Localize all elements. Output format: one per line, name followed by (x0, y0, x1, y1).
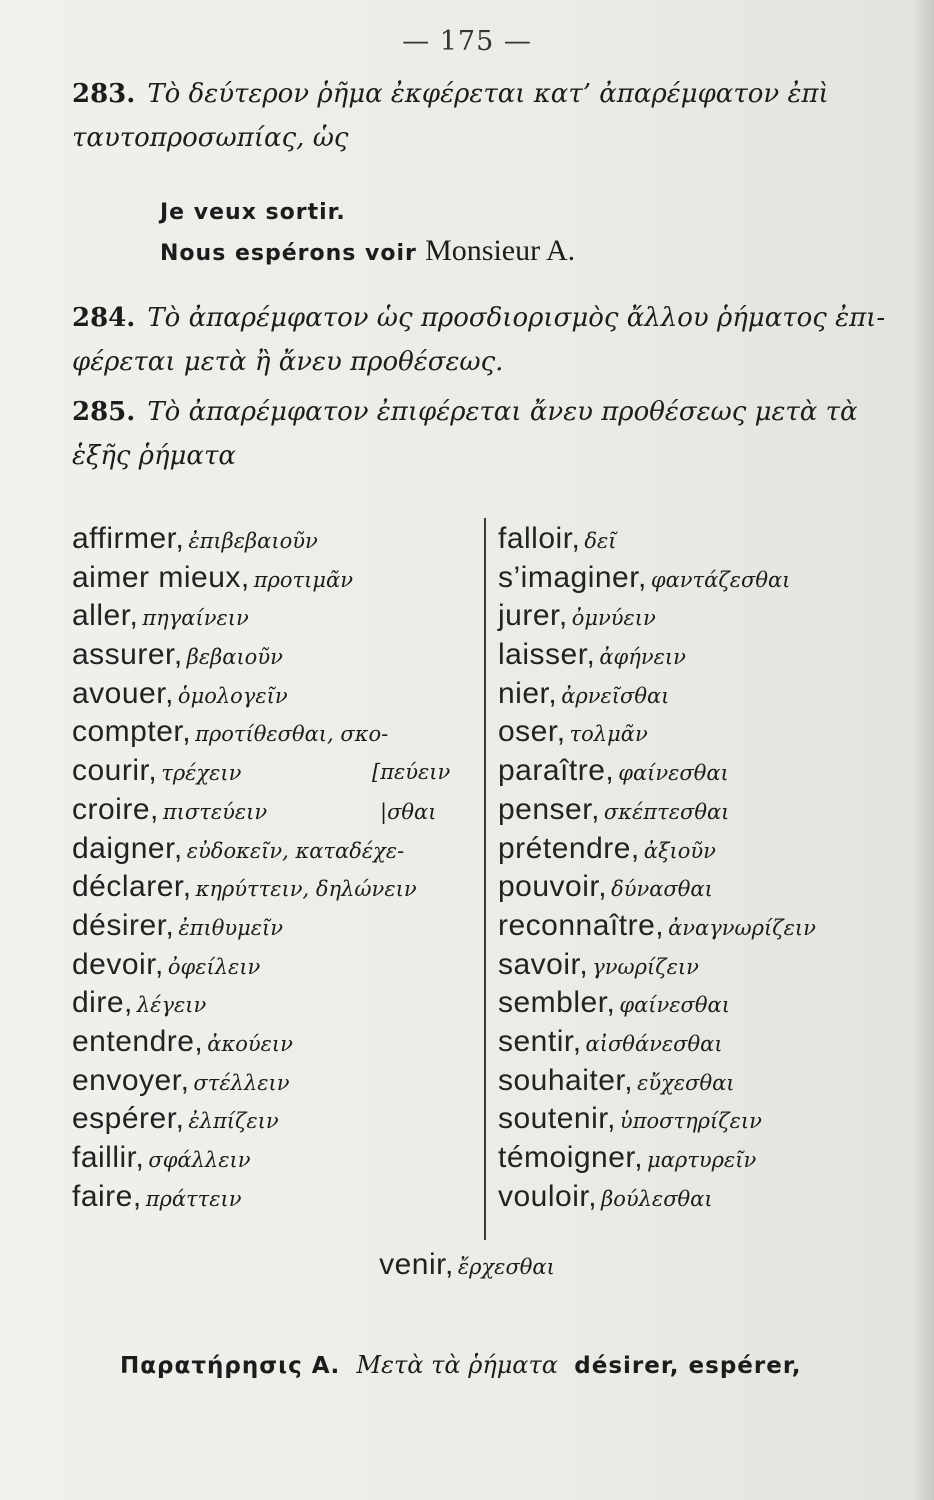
section-285 (72, 390, 912, 478)
list-item: laisser, ἀφήνειν (498, 638, 686, 672)
list-item: assurer, βεβαιοῦν (72, 638, 283, 672)
list-item: faire, πράττειν (72, 1179, 242, 1213)
list-item: jurer, ὀμνύειν (498, 599, 656, 633)
list-item: compter, προτίθεσθαι, σκο- (72, 715, 389, 749)
list-item: désirer, ἐπιθυμεῖν (72, 908, 284, 942)
list-item: croire, πιστεύειν (72, 792, 268, 826)
list-item: affirmer, ἐπιβεβαιοῦν (72, 522, 318, 555)
section-text-line-1: Τὸ ἀπαρέμφατον ἐπιφέρεται ἄνευ προθέσεως μετὰ τὰ (147, 397, 858, 427)
section-text-line-1: Τὸ ἀπαρέμφατον ὡς προσδιορισμὸς ἄλλου ῥήματος ἐπι- (147, 303, 886, 333)
list-item: nier, ἀρνεῖσθαι (498, 676, 670, 710)
list-item: oser, τολμᾶν (498, 715, 648, 749)
french-example-2: Nous espérons voir Monsieur A. (160, 234, 576, 267)
list-item: vouloir, βούλεσθαι (498, 1179, 713, 1213)
list-item: déclarer, κηρύττειν, δηλώνειν (72, 870, 417, 904)
section-number: 283. (72, 79, 136, 109)
list-item: avouer, ὁμολογεῖν (72, 676, 288, 710)
verb-list-left (72, 520, 482, 1216)
list-item: espérer, ἐλπίζειν (72, 1102, 279, 1136)
list-item: s’imaginer, φαντάζεσθαι (498, 560, 791, 594)
list-item: devoir, ὀφείλειν (72, 947, 261, 981)
list-item: sentir, αἰσθάνεσθαι (498, 1024, 723, 1058)
list-item: témoigner, μαρτυρεῖν (498, 1141, 757, 1174)
list-item: penser, σκέπτεσθαι (498, 792, 730, 826)
list-item: entendre, ἀκούειν (72, 1024, 293, 1058)
final-entry: venir, ἔρχεσθαι (379, 1248, 555, 1281)
section-number: 284. (72, 303, 136, 333)
list-item: faillir, σφάλλειν (72, 1141, 251, 1174)
list-item: falloir, δεῖ (498, 522, 617, 555)
list-item: soutenir, ὑποστηρίζειν (498, 1102, 762, 1136)
verb-list-right (498, 520, 918, 1216)
section-text-line-1: Τὸ δεύτερον ῥῆμα ἐκφέρεται κατ’ ἀπαρέμφατον ἐπὶ (147, 79, 829, 109)
page-number: — 175 — (402, 26, 532, 57)
list-item: dire, λέγειν (72, 986, 207, 1020)
list-item: aller, πηγαίνειν (72, 599, 249, 633)
section-text-line-2: ταυτοπροσωπίας, ὡς (72, 123, 349, 153)
list-item: paraître, φαίνεσθαι (498, 754, 729, 788)
section-284 (72, 296, 912, 384)
list-item: courir, τρέχειν (72, 754, 242, 788)
list-item: souhaiter, εὔχεσθαι (498, 1063, 735, 1097)
section-text-line-2: φέρεται μετὰ ἢ ἄνευ προθέσεως. (72, 347, 504, 377)
list-item: aimer mieux, προτιμᾶν (72, 560, 353, 594)
section-text-line-2: ἑξῆς ῥήματα (72, 441, 236, 471)
list-item: daigner, εὐδοκεῖν, καταδέχε- (72, 831, 405, 865)
list-item: pouvoir, δύνασθαι (498, 870, 713, 904)
column-divider (484, 518, 486, 1240)
list-item: envoyer, στέλλειν (72, 1063, 290, 1097)
section-283 (72, 72, 912, 160)
continuation-2: |σθαι (380, 800, 437, 824)
remark: Παρατήρησις Α. Μετὰ τὰ ῥήματα désirer, espérer, (120, 1351, 802, 1379)
list-item: prétendre, ἀξιοῦν (498, 831, 716, 865)
list-item: sembler, φαίνεσθαι (498, 986, 730, 1020)
section-number: 285. (72, 397, 136, 427)
continuation-1: [πεύειν (372, 760, 451, 784)
list-item: savoir, γνωρίζειν (498, 947, 699, 981)
list-item: reconnaître, ἀναγνωρίζειν (498, 908, 816, 942)
french-example-1: Je veux sortir. (160, 200, 346, 225)
